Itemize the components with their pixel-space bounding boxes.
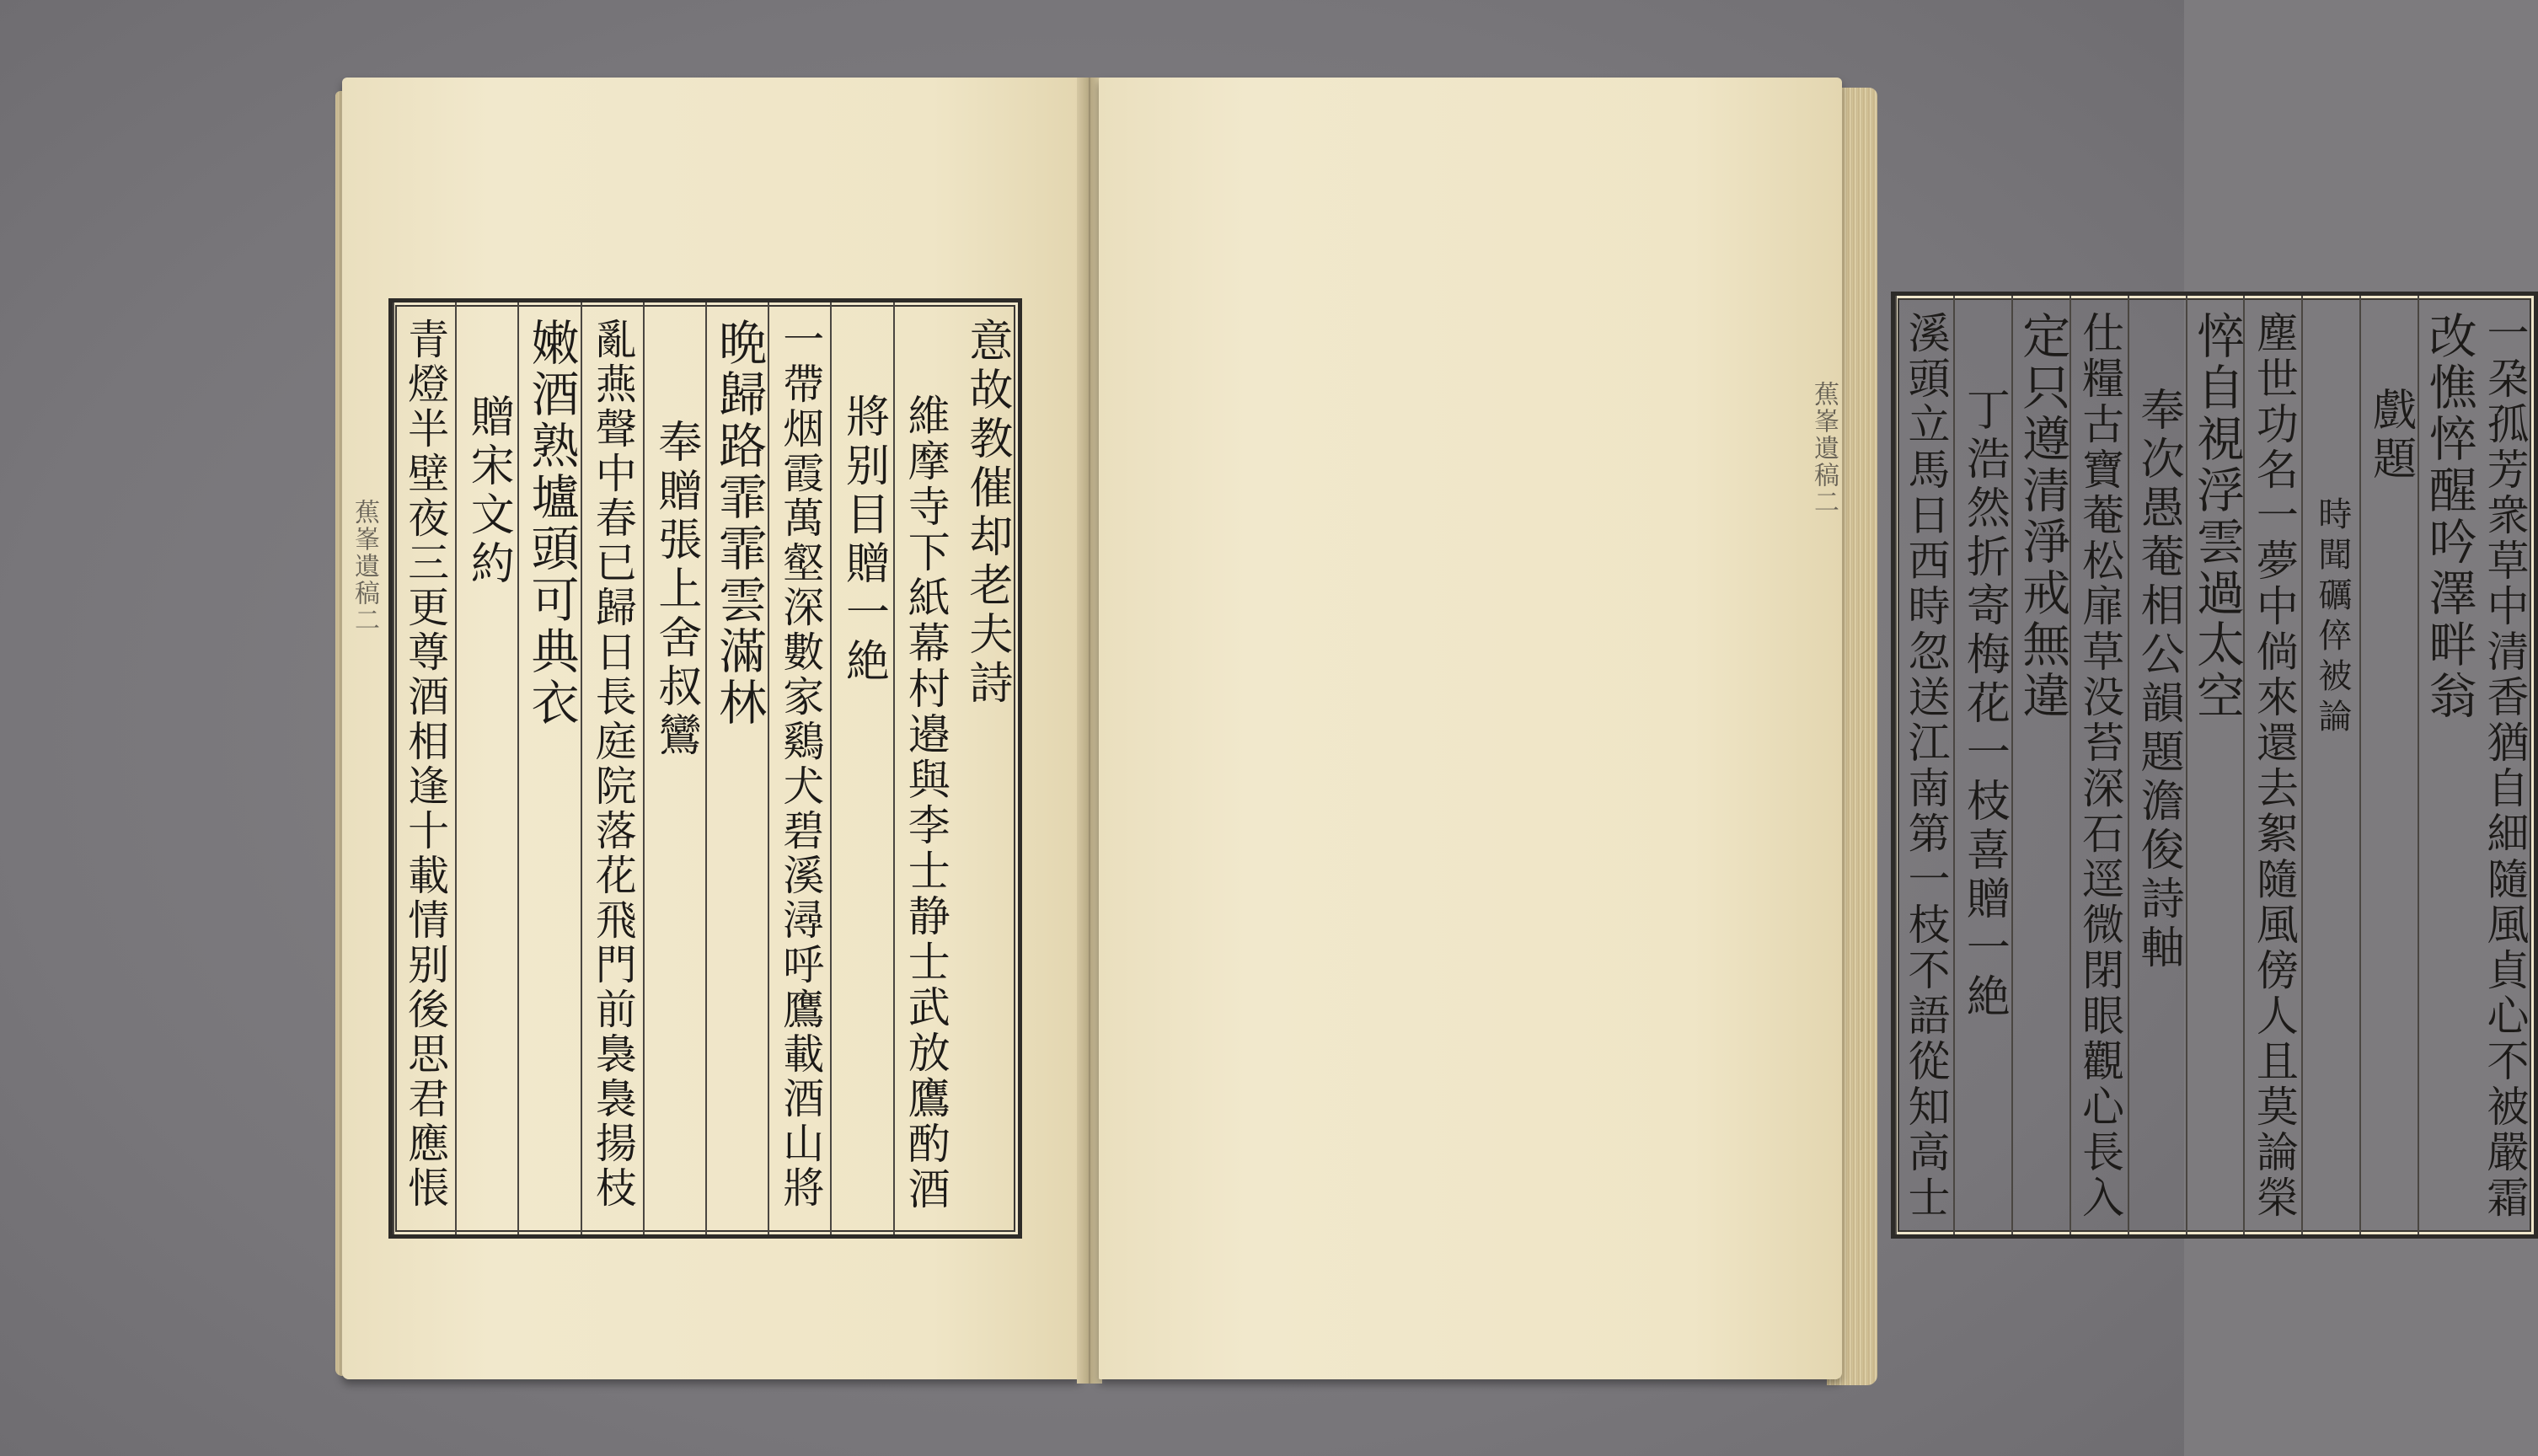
left-page-column	[956, 302, 1018, 1234]
left-page-column	[830, 302, 894, 1234]
left-page-column-text: 奉贈張上舍叔鸞	[650, 419, 701, 761]
right-page-column-text: 仕糧古寶菴松扉草没苔深石逕微閉眼觀心長入	[2075, 311, 2125, 1221]
right-page-column	[2359, 296, 2419, 1234]
left-page-column	[517, 302, 581, 1234]
left-page-column-text: 一帶烟霞萬壑深數家鷄犬碧溪潯呼鷹載酒山將	[776, 318, 825, 1211]
left-page-column-text: 嫩酒熟壚頭可典衣	[522, 318, 579, 729]
left-page-column-text: 贈宋文約	[463, 393, 514, 589]
right-page-column-text: 奉次愚菴相公韻題澹俊詩軸	[2133, 387, 2184, 973]
left-page-column	[393, 302, 457, 1234]
right-page-column	[1895, 296, 1955, 1234]
left-page-column-text: 晩歸路霏霏雲滿林	[710, 318, 767, 729]
right-page-column	[2069, 296, 2129, 1234]
right-page-column-text: 溪頭立馬日西時忽送江南第一枝不語從知高士	[1901, 311, 1951, 1221]
left-page-column	[581, 302, 645, 1234]
left-page-column	[705, 302, 769, 1234]
right-page	[1099, 78, 2530, 1379]
right-page-column-text: 丁浩然折寄梅花一枝喜贈一絶	[1958, 387, 2010, 1022]
right-page-column-text: 悴自視浮雲過太空	[2188, 311, 2245, 722]
right-margin-note: 蕉峯遺稿二	[1809, 381, 1839, 516]
right-page-column-text: 戲題	[2364, 387, 2416, 484]
right-text-frame	[1891, 292, 2538, 1239]
left-margin-note: 蕉峯遺稿二	[350, 499, 379, 634]
right-page-column	[2186, 296, 2246, 1234]
left-text-frame	[388, 298, 1022, 1239]
right-page-column	[2243, 296, 2303, 1234]
right-page-column	[2301, 296, 2361, 1234]
right-page-column	[2128, 296, 2187, 1234]
open-book	[335, 78, 2530, 1392]
left-page-column	[455, 302, 519, 1234]
right-page-column	[2418, 296, 2477, 1234]
right-page-column	[2476, 296, 2534, 1234]
left-page-column	[893, 302, 957, 1234]
left-page-column	[643, 302, 707, 1234]
right-page-column	[2011, 296, 2071, 1234]
right-page-column-text: 定只遵清淨戒無違	[2014, 311, 2070, 722]
left-page-column-text: 青燈半壁夜三更尊酒相逢十載情别後思君應悵	[401, 318, 450, 1211]
left-page-column-text: 將别目贈一絶	[838, 393, 889, 687]
left-page-column-text: 意故教催却老夫詩	[961, 318, 1012, 709]
right-page-column-text: 塵世功名一夢中倘來還去絮隨風傍人且莫論榮	[2249, 311, 2299, 1221]
left-page-column-text: 維摩寺下紙幕村邉與李士静士武放鷹酌酒	[901, 393, 950, 1212]
right-page-column	[1953, 296, 2013, 1234]
left-page-column-text: 亂燕聲中春已歸日長庭院落花飛門前裊裊揚枝	[589, 318, 638, 1211]
right-page-column-text: 時聞礪倅被論	[2312, 496, 2352, 739]
left-page-column	[768, 302, 832, 1234]
right-page-column-text: 一朶孤芳衆草中清香猶自細隨風貞心不被嚴霜	[2480, 311, 2530, 1221]
left-page	[342, 78, 1080, 1379]
right-page-column-text: 改憔悴醒吟澤畔翁	[2421, 311, 2477, 722]
